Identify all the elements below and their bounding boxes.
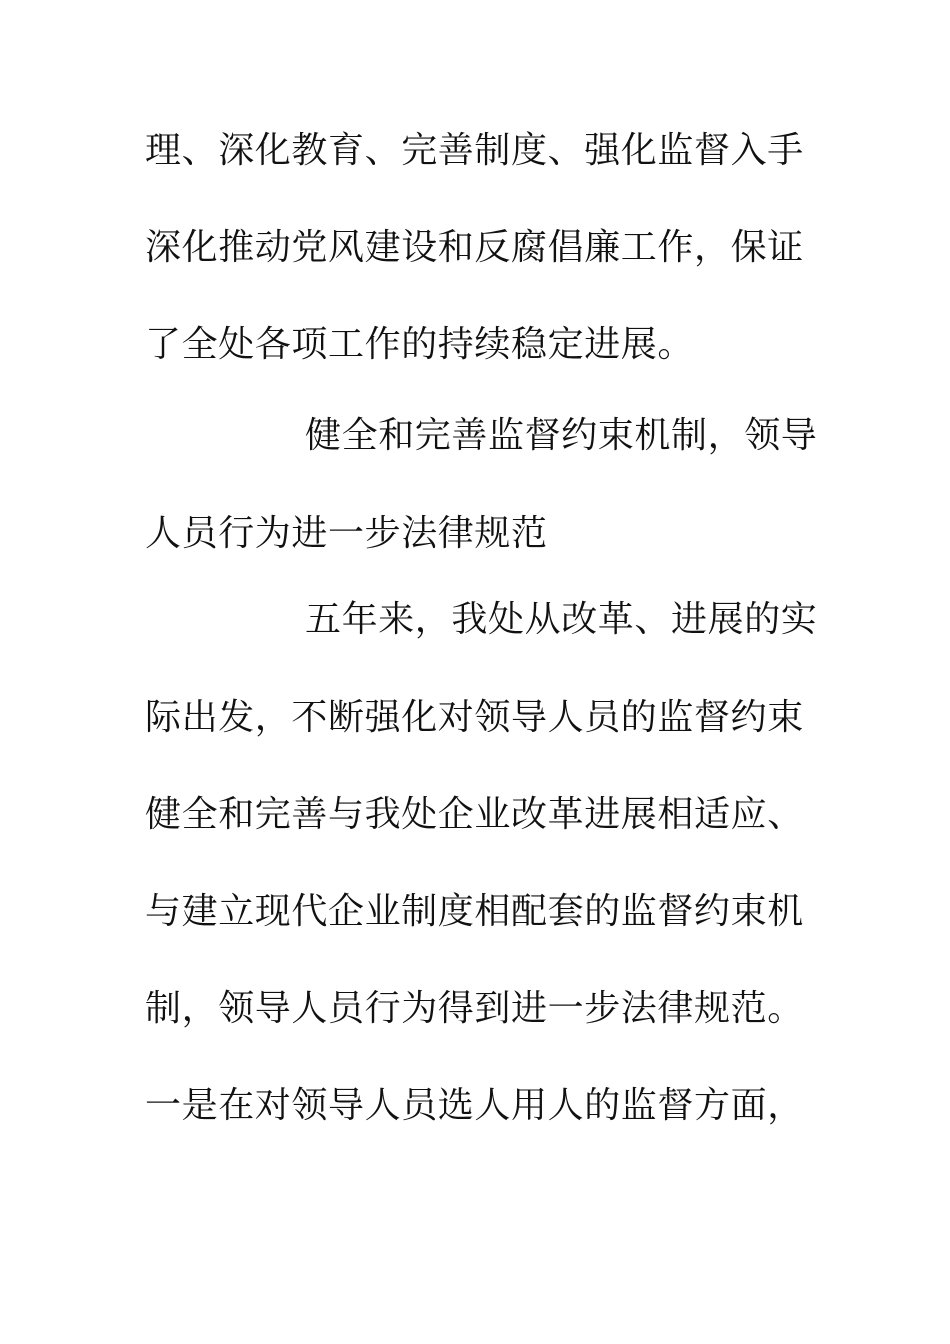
paragraph-line-4: 与建立现代企业制度相配套的监督约束机 xyxy=(145,891,804,932)
section-heading-line-1: 健全和完善监督约束机制，领导 xyxy=(305,415,818,456)
paragraph-line-1: 五年来，我处从改革、进展的实 xyxy=(305,599,818,640)
paragraph-line-2: 际出发，不断强化对领导人员的监督约束 xyxy=(145,697,804,738)
text-line-2: 深化推动党风建设和反腐倡廉工作，保证 xyxy=(145,227,804,268)
paragraph-line-6: 一是在对领导人员选人用人的监督方面， xyxy=(145,1085,804,1126)
paragraph-line-5: 制，领导人员行为得到进一步法律规范。 xyxy=(145,988,804,1029)
text-line-3: 了全处各项工作的持续稳定进展。 xyxy=(145,324,695,365)
text-line-1: 理、深化教育、完善制度、强化监督入手 xyxy=(145,130,804,171)
section-heading-line-2: 人员行为进一步法律规范 xyxy=(145,513,548,554)
paragraph-line-3: 健全和完善与我处企业改革进展相适应、 xyxy=(145,794,804,835)
